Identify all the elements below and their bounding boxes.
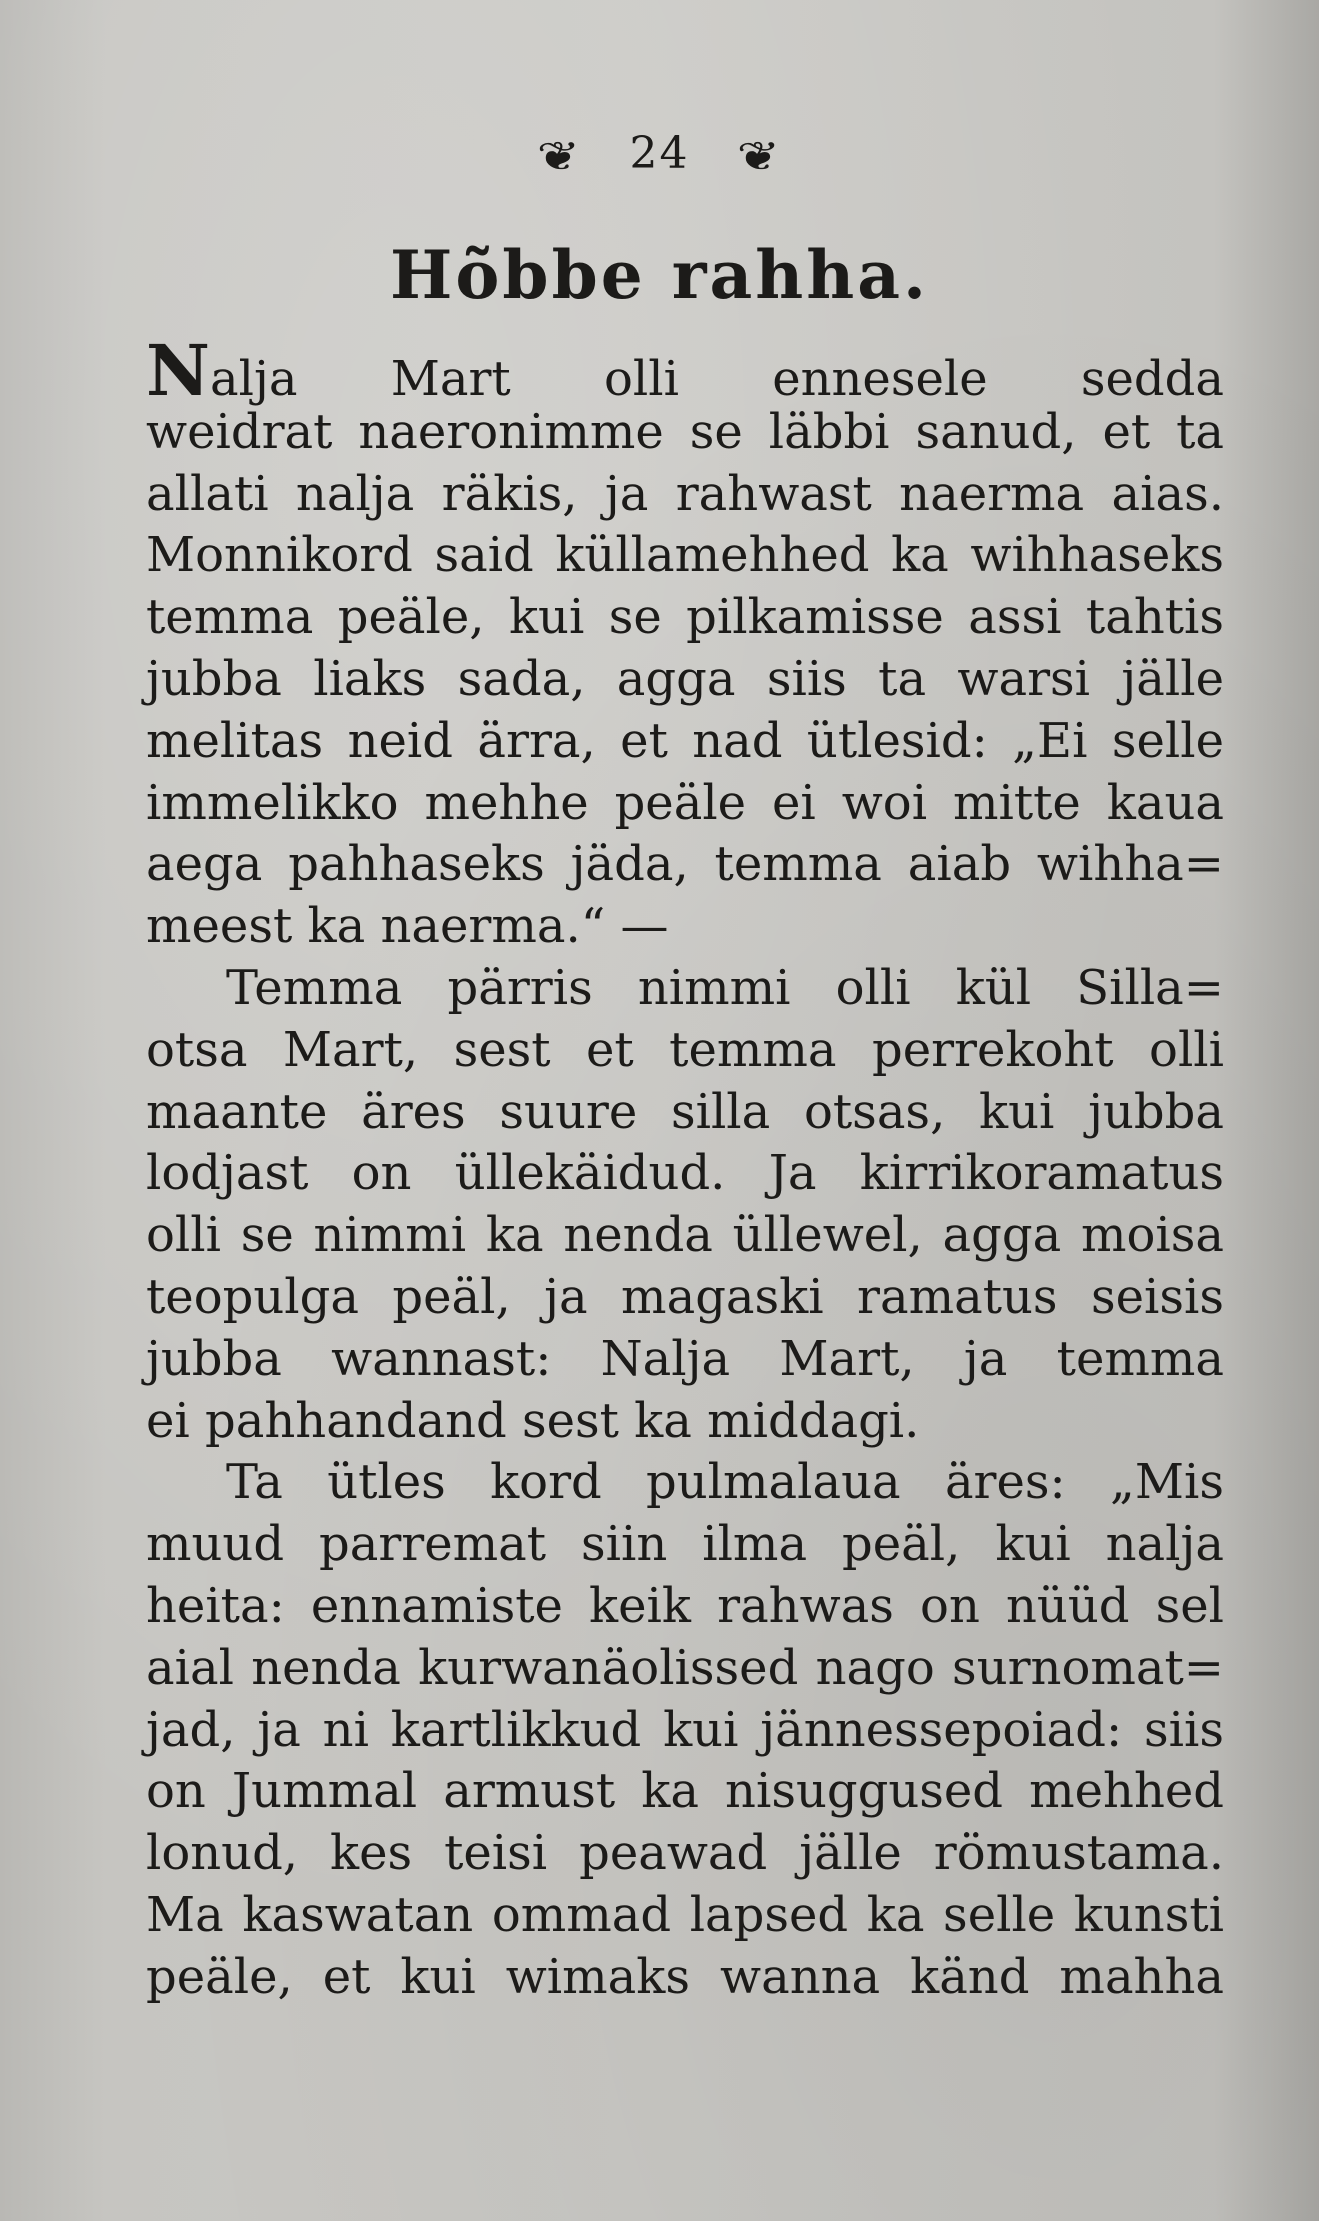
drop-cap: N [146,329,210,412]
text-line: Nalja Mart olli ennesele sedda [146,329,1224,412]
text-line: Monnikord said küllamehhed ka wihhaseks [146,527,1224,584]
chapter-title: Hõbbe rahha. [390,236,929,314]
page-header [0,128,1319,180]
text-line: otsa Mart, sest et temma perrekoht olli [146,1021,1224,1078]
ornament-left-icon: ❦ [536,133,583,180]
text-line: maante äres suure silla otsas, kui jubba [146,1083,1224,1140]
text-line: Ta ütles kord pulmalaua äres: „Mis [226,1454,1224,1511]
text-line: melitas neid ärra, et nad ütlesid: „Ei selle [146,712,1224,769]
text-line: heita: ennamiste keik rahwas on nüüd sel [146,1577,1224,1634]
page-number: 24 [629,128,690,179]
text-line: weidrat naeronimme se läbbi sanud, et ta [146,403,1224,460]
ornament-right-icon: ❦ [736,133,783,180]
body-text [146,329,1224,2009]
text-line: Ma kaswatan ommad lapsed ka selle kunsti [146,1886,1224,1943]
text-line: meest ka naerma.“ — [146,898,669,955]
text-line: lonud, kes teisi peawad jälle römustama. [146,1825,1224,1882]
text-line: immelikko mehhe peäle ei woi mitte kaua [146,774,1224,831]
text-line: ei pahhandand sest ka middagi. [146,1392,920,1449]
text-line: allati nalja räkis, ja rahwast naerma aias. [146,465,1224,522]
text-line: muud parremat siin ilma peäl, kui nalja [146,1516,1224,1573]
text-line: lodjast on üllekäidud. Ja kirrikoramatus [146,1145,1224,1202]
text-line: temma peäle, kui se pilkamisse assi tahtis [146,589,1224,646]
text-line: olli se nimmi ka nenda üllewel, agga moisa [146,1207,1224,1264]
text-line: Temma pärris nimmi olli kül Silla= [226,959,1224,1016]
text-line: aega pahhaseks jäda, temma aiab wihha= [146,836,1224,893]
text-line: aial nenda kurwanäolissed nago surnomat= [146,1639,1224,1696]
text-line: jubba wannast: Nalja Mart, ja temma [146,1330,1224,1387]
text-line: jubba liaks sada, agga siis ta warsi jälle [146,650,1224,707]
text-line: peäle, et kui wimaks wanna känd mahha [146,1948,1224,2005]
text-line: teopulga peäl, ja magaski ramatus seisis [146,1268,1224,1325]
text-line: jad, ja ni kartlikkud kui jännessepoiad: siis [146,1701,1224,1758]
text-line: on Jummal armust ka nisuggused mehhed [146,1763,1224,1820]
